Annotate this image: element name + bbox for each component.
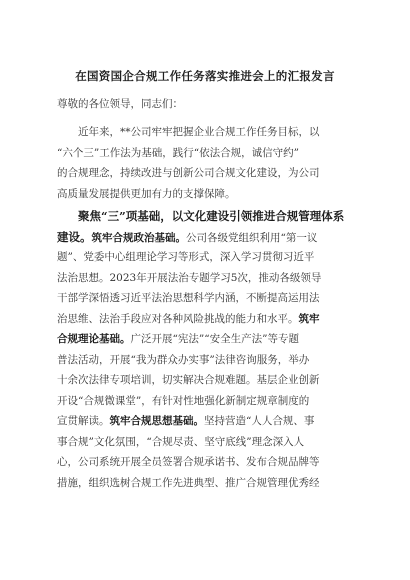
section-heading: 聚焦“三”项基础，以文化建设引领推进合规管理体系 [78, 209, 345, 223]
subheading-thought: 筑牢合规思想基础。 [109, 415, 204, 427]
heading-continuation: 建设。 [57, 229, 92, 244]
text-line: 开设“合规微课堂”，有针对性地强化新制定规章制度的 [57, 394, 310, 407]
text-line: 高质量发展提供更加有力的支撑保障。 [57, 187, 236, 200]
text-line [57, 329, 357, 350]
greeting: 尊敬的各位领导，同志们： [57, 98, 183, 110]
document-title: 在国资国企合规工作任务落实推进会上的汇报发言 [75, 69, 335, 83]
text-line: 措施，组织选树合规工作先进典型、推广合规管理优秀经 [57, 476, 320, 489]
text-line [57, 227, 357, 248]
subheading-theory-end: 合规理论基础。 [57, 333, 131, 345]
text-line: 题”、党委中心组理论学习等形式，深入学习贯彻习近平 [57, 251, 315, 263]
text-line: “六个三”工作法为基础，践行“依法合规，诚信守约” [57, 146, 299, 159]
text-fragment: 广泛开展“宪法”“安全生产法”等专题 [130, 333, 299, 345]
text-fragment: 坚持营造“人人合规、事 [204, 415, 315, 427]
text-fragment: 公司各级党组织利用“第一议 [186, 231, 318, 244]
text-line: 心，公司系统开展全员签署合规承诺书、发布合规品牌等 [57, 456, 320, 468]
text-line [57, 309, 357, 330]
text-line: 近年来，**公司牢牢把握企业合规工作任务目标，以 [78, 126, 320, 138]
intro-paragraph [57, 122, 357, 204]
text-line: 的合规理念，持续改进与创新公司合规文化建设，为公司 [57, 167, 320, 179]
body-paragraph [57, 206, 357, 493]
text-line: 法治思想。2023年开展法治专题学习5次，推动各级领导 [57, 271, 322, 284]
subheading-political: 筑牢合规政治基础。 [91, 231, 186, 244]
text-fragment: 治思维、法治手段应对各种风险挑战的能力和水平。 [57, 312, 299, 325]
text-line: 事合规”文化氛围，“合规尽责、坚守底线”理念深入人 [57, 435, 305, 448]
text-line: 干部学深悟透习近平法治思想科学内涵，不断提高运用法 [57, 292, 320, 304]
text-line [57, 411, 357, 432]
text-line: 普法活动，开展“我为群众办实事”法律咨询服务，举办 [57, 353, 310, 366]
text-line: 十余次法律专项培训，切实解决合规难题。基层企业创新 [57, 374, 320, 386]
subheading-theory-start: 筑牢 [298, 312, 320, 325]
text-fragment: 宣贯解读。 [57, 415, 110, 427]
